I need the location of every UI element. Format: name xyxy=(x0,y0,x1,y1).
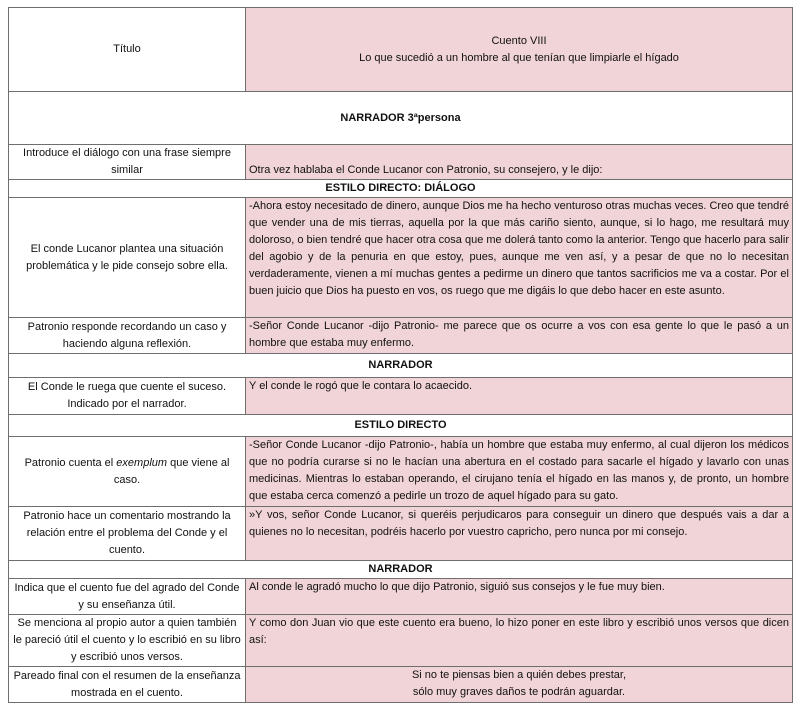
section-header: ESTILO DIRECTO: DIÁLOGO xyxy=(9,180,793,198)
row-description: Patronio cuenta el exemplum que viene al caso. xyxy=(9,437,246,507)
table-row xyxy=(9,198,793,318)
row-description: Patronio hace un comentario mostrando la relación entre el problema del Conde y el cuento. xyxy=(9,507,246,561)
table-row xyxy=(9,579,793,615)
table-row xyxy=(9,318,793,354)
title-label: Título xyxy=(113,43,141,55)
story-number: Cuento VIII xyxy=(491,34,547,47)
section-row xyxy=(9,561,793,579)
table-row xyxy=(9,615,793,667)
row-description: El Conde le ruega que cuente el suceso. Indicado por el narrador. xyxy=(9,378,246,415)
section-row xyxy=(9,180,793,198)
row-text: Y como don Juan vio que este cuento era bueno, lo hizo poner en este libro y escribió unos versos que dicen así: xyxy=(246,615,793,667)
table-row xyxy=(9,507,793,561)
verse-cell xyxy=(246,667,793,703)
row-text: -Ahora estoy necesitado de dinero, aunque Dios me ha hecho venturoso otras muchas veces. Creo que tendré que vender una de mis tierras, aquella por la que más cariño siento, aunque, si lo hago, me resultará muy doloroso, o bien tendré que hacer otra cosa que me dolerá tanto como la anterior. Tengo que hacerlo para salir del agobio y de la penuria en que estoy, pues, aunque me ven así, y a pesar de que no lo necesitan verdaderamente, vienen a mí muchas gentes a pedirme un dinero que tantos sacrificios me va a costar. Por el buen juicio que Dios ha puesto en vos, os ruego que me digáis lo que debo hacer en este asunto. xyxy=(246,198,793,318)
table-row xyxy=(9,378,793,415)
story-title: Lo que sucedió a un hombre al que tenían que limpiarle el hígado xyxy=(359,51,679,64)
story-analysis-table xyxy=(8,7,793,703)
section-header: NARRADOR 3ªpersona xyxy=(9,92,793,145)
row-description: El conde Lucanor plantea una situación problemática y le pide consejo sobre ella. xyxy=(9,198,246,318)
row-description: Introduce el diálogo con una frase siempre similar xyxy=(9,145,246,180)
header-left-cell xyxy=(9,8,246,92)
section-row xyxy=(9,415,793,437)
table-row xyxy=(9,437,793,507)
row-description: Patronio responde recordando un caso y haciendo alguna reflexión. xyxy=(9,318,246,354)
section-row xyxy=(9,354,793,378)
section-header: NARRADOR xyxy=(9,354,793,378)
row-text: Al conde le agradó mucho lo que dijo Patronio, siguió sus consejos y le fue muy bien. xyxy=(246,579,793,615)
row-text: Otra vez hablaba el Conde Lucanor con Patronio, su consejero, y le dijo: xyxy=(246,145,793,180)
table-row xyxy=(9,667,793,703)
verse-line: Si no te piensas bien a quién debes prestar, xyxy=(411,669,627,681)
row-text: »Y vos, señor Conde Lucanor, si queréis perjudicaros para conseguir un dinero que después vais a dar a quienes no lo necesitan, podréis hacerlo por vuestro capricho, pero nunca por mi consejo. xyxy=(246,507,793,561)
row-text: -Señor Conde Lucanor -dijo Patronio-, había un hombre que estaba muy enfermo, al cual dijeron los médicos que no podría curarse si no le hacían una abertura en el costado para sacarle el hígado y lavarlo con unas medicinas. Mientras lo estaban operando, el cirujano tenía el hígado en las manos y, de pronto, un hombre que estaba cerca comenzó a pedirle un trozo de aquel hígado para su gato. xyxy=(246,437,793,507)
section-row xyxy=(9,92,793,145)
header-right-cell xyxy=(246,8,793,92)
verse-line: sólo muy graves daños te podrán aguardar. xyxy=(412,686,626,698)
exemplum-term: exemplum xyxy=(116,456,168,469)
row-description: Pareado final con el resumen de la enseñanza mostrada en el cuento. xyxy=(9,667,246,703)
section-header: NARRADOR xyxy=(9,561,793,579)
row-description: Indica que el cuento fue del agrado del Conde y su enseñanza útil. xyxy=(9,579,246,615)
row-description: Se menciona al propio autor a quien también le pareció útil el cuento y lo escribió en su libro y escribió unos versos. xyxy=(9,615,246,667)
section-header: ESTILO DIRECTO xyxy=(9,415,793,437)
header-row xyxy=(9,8,793,92)
row-text: Y el conde le rogó que le contara lo acaecido. xyxy=(246,378,793,415)
row-text: -Señor Conde Lucanor -dijo Patronio- me parece que os ocurre a vos con esa gente lo que le pasó a un hombre que estaba muy enfermo. xyxy=(246,318,793,354)
table-row xyxy=(9,145,793,180)
